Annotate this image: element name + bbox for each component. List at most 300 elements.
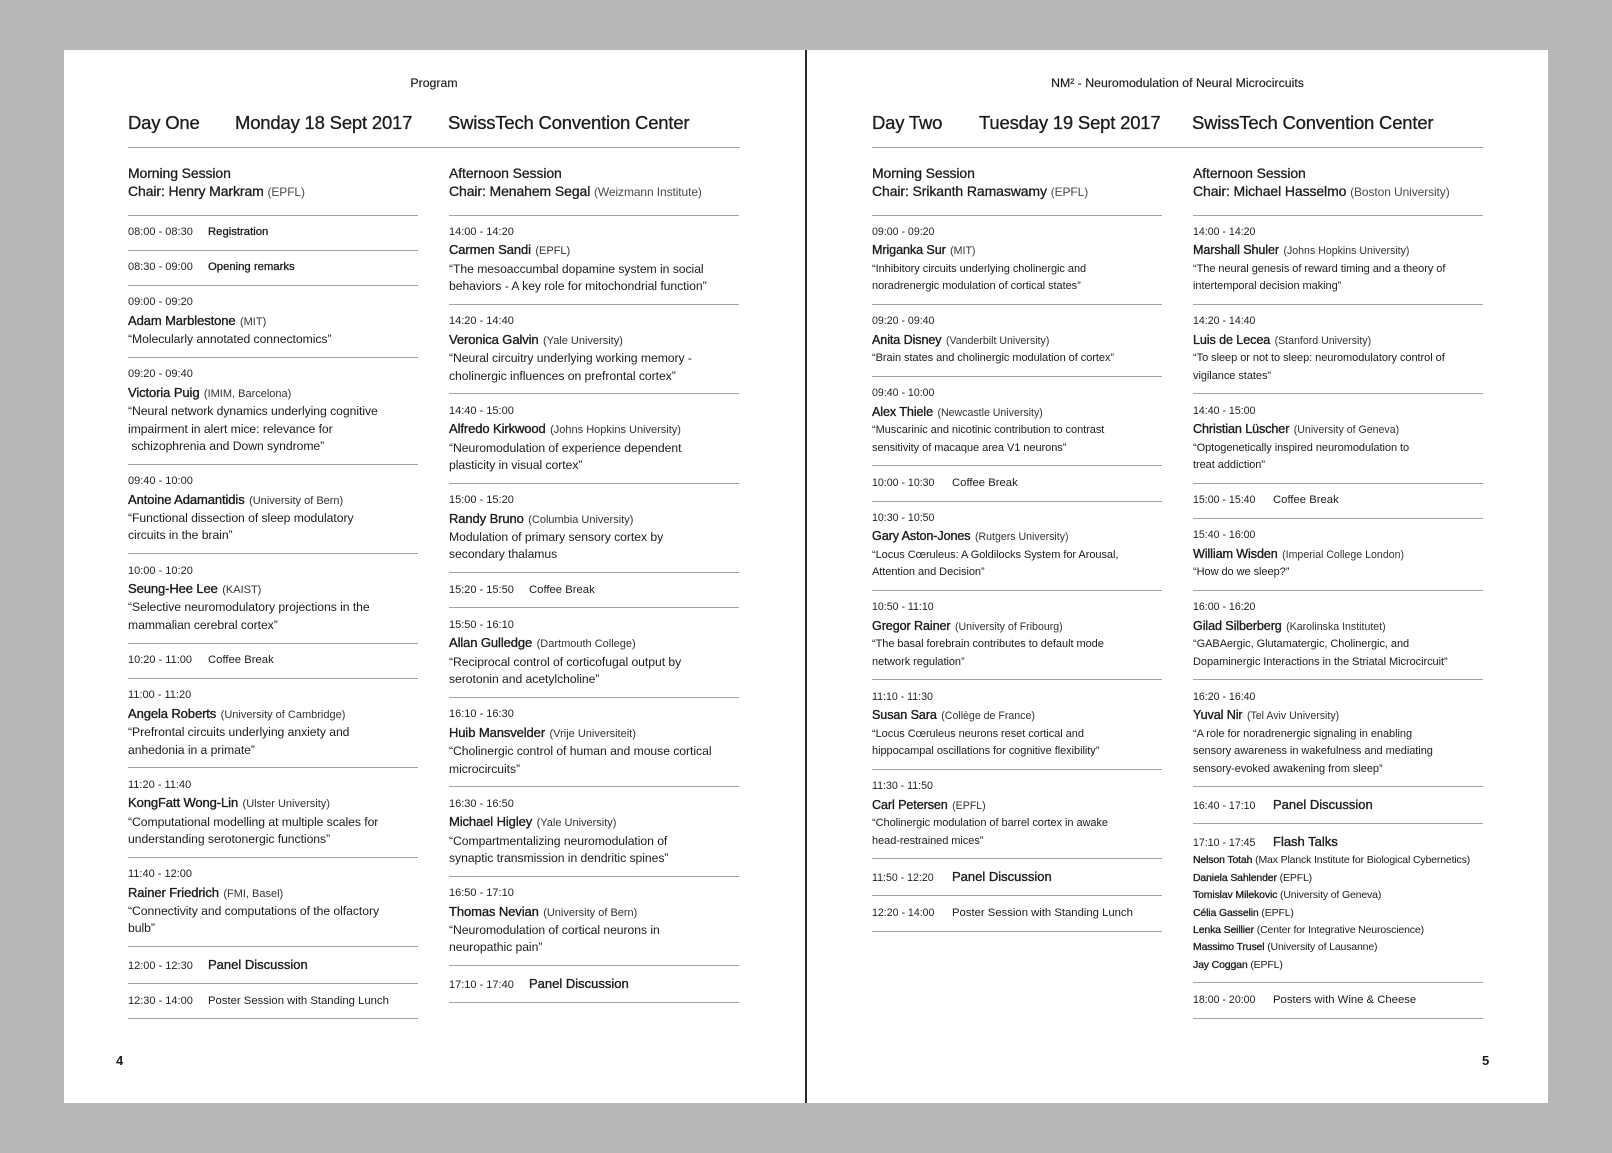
flash-speaker-name: Nelson Totah xyxy=(1193,854,1253,867)
speaker-line xyxy=(449,241,739,260)
talk-title-line: “Neural network dynamics underlying cognitive xyxy=(128,404,378,419)
talk-title-line: “Brain states and cholinergic modulation of cortex” xyxy=(872,352,1115,365)
chair-label: Chair: xyxy=(449,182,486,199)
speaker-name: Susan Sara xyxy=(872,708,937,723)
talk-title-line: “Cholinergic control of human and mouse cortical xyxy=(449,744,712,759)
talk-entry xyxy=(449,216,739,305)
session-chair xyxy=(449,182,739,201)
talk-title-line: “Locus Cœruleus: A Goldilocks System for Arousal, xyxy=(872,548,1119,561)
talk-title-line: “To sleep or not to sleep: neuromodulatory control of xyxy=(1193,352,1445,365)
talk-title-line: neuropathic pain” xyxy=(449,940,543,955)
talk-entry xyxy=(449,305,739,394)
session-columns xyxy=(872,148,1483,1019)
talk-title-line: synaptic transmission in dendritic spines” xyxy=(449,850,669,865)
time-slot: 10:00 - 10:20 xyxy=(128,564,193,577)
speaker-name: Michael Higley xyxy=(449,814,533,830)
talk-entry xyxy=(1193,305,1483,394)
time-slot: 09:20 - 09:40 xyxy=(872,315,935,328)
break-entry xyxy=(872,466,1162,501)
flash-speaker-affiliation: (EPFL) xyxy=(1261,906,1294,919)
flash-speaker-affiliation: (Max Planck Institute for Biological Cybernetics) xyxy=(1255,854,1471,867)
speaker-affiliation: (University of Bern) xyxy=(249,494,344,507)
talk-title-line: “Prefrontal circuits underlying anxiety and xyxy=(128,725,350,740)
day-venue: SwissTech Convention Center xyxy=(1192,112,1434,133)
speaker-affiliation: (Tel Aviv University) xyxy=(1246,710,1340,723)
talk-title-line: circuits in the brain” xyxy=(128,528,233,543)
time-slot: 11:00 - 11:20 xyxy=(128,689,192,702)
panel-label: Panel Discussion xyxy=(1273,796,1373,812)
talk-title-line: “Locus Cœruleus neurons reset cortical and xyxy=(872,727,1084,740)
talk-title-line: mammalian cerebral cortex” xyxy=(128,617,278,632)
talk-title-line: serotonin and acetylcholine” xyxy=(449,672,600,687)
talk-title-line: hippocampal oscillations for cognitive flexibility” xyxy=(872,745,1100,758)
time-slot: 17:10 - 17:45 xyxy=(1193,836,1256,849)
speaker-name: Allan Gulledge xyxy=(449,635,533,651)
day-label: Day Two xyxy=(872,112,943,133)
talk-entry xyxy=(449,484,739,573)
flash-speaker xyxy=(1193,939,1483,956)
talk-title-line: “Computational modelling at multiple scales for xyxy=(128,814,379,829)
talk-entry xyxy=(128,858,418,947)
talk-title-line: “Compartmentalizing neuromodulation of xyxy=(449,833,668,848)
time-slot: 11:20 - 11:40 xyxy=(128,778,192,791)
talk-title-line: behaviors - A key role for mitochondrial function” xyxy=(449,279,707,294)
chair-affiliation: (EPFL) xyxy=(1050,184,1089,199)
time-slot: 10:00 - 10:30 xyxy=(872,476,935,489)
talk-title-line: “The mesoaccumbal dopamine system in social xyxy=(449,261,704,276)
speaker-line xyxy=(449,724,739,743)
speaker-line xyxy=(872,617,1162,636)
speaker-name: Carl Petersen xyxy=(872,797,948,812)
speaker-line xyxy=(128,705,418,724)
session-header xyxy=(128,148,418,216)
activity-row xyxy=(128,224,418,241)
speaker-name: Gilad Silberberg xyxy=(1193,618,1282,633)
talk-title-line: bulb” xyxy=(128,921,155,936)
session-columns xyxy=(128,148,740,1019)
talk-title-line: “How do we sleep?” xyxy=(1193,566,1290,579)
time-slot: 16:30 - 16:50 xyxy=(449,797,514,810)
session-title: Afternoon Session xyxy=(1193,164,1306,181)
talk-entry xyxy=(872,680,1162,769)
flash-speaker-name: Lenka Seillier xyxy=(1193,923,1254,936)
session-column xyxy=(872,148,1162,1019)
flash-speaker-affiliation: (University of Lausanne) xyxy=(1267,941,1378,954)
speaker-line xyxy=(1193,617,1483,636)
talk-entry xyxy=(872,305,1162,377)
talk-entry xyxy=(872,216,1162,305)
speaker-line xyxy=(1193,545,1483,564)
break-label: Coffee Break xyxy=(529,583,595,596)
panel-entry xyxy=(449,966,739,1003)
page-right-content xyxy=(872,50,1483,1103)
chair-name: Henry Markram xyxy=(168,182,264,199)
day-date: Tuesday 19 Sept 2017 xyxy=(979,112,1161,133)
speaker-line xyxy=(1193,706,1483,725)
time-slot: 08:00 - 08:30 xyxy=(128,226,193,238)
speaker-name: Alex Thiele xyxy=(872,404,933,419)
time-slot: 11:40 - 12:00 xyxy=(128,868,193,881)
activity-row xyxy=(872,905,1162,922)
flash-speaker xyxy=(1193,870,1483,887)
speaker-line xyxy=(449,510,739,529)
speaker-line xyxy=(128,384,418,403)
talk-entry xyxy=(872,377,1162,466)
time-slot: 16:40 - 17:10 xyxy=(1193,799,1256,812)
talk-entry xyxy=(128,768,418,857)
speaker-line xyxy=(449,634,739,653)
speaker-name: Rainer Friedrich xyxy=(128,884,219,900)
day-heading xyxy=(128,111,740,135)
page-number: 4 xyxy=(116,1053,124,1068)
chair-label: Chair: xyxy=(128,182,165,199)
activity-row xyxy=(449,975,739,994)
speaker-line xyxy=(128,884,418,903)
speaker-affiliation: (MIT) xyxy=(950,245,976,258)
speaker-affiliation: (University of Bern) xyxy=(543,906,638,919)
panel-label: Panel Discussion xyxy=(529,975,629,991)
social-label: Posters with Wine & Cheese xyxy=(1273,993,1417,1006)
talk-title-line: cholinergic influences on prefrontal cortex” xyxy=(449,368,676,383)
session-header xyxy=(872,148,1162,216)
chair-name: Srikanth Ramaswamy xyxy=(912,182,1047,199)
social-label: Poster Session with Standing Lunch xyxy=(952,906,1133,919)
time-slot: 16:50 - 17:10 xyxy=(449,887,514,900)
session-title: Morning Session xyxy=(128,164,231,181)
speaker-line xyxy=(128,794,418,813)
break-entry xyxy=(128,644,418,679)
day-venue: SwissTech Convention Center xyxy=(448,112,690,133)
time-slot: 11:50 - 12:20 xyxy=(872,871,934,884)
chair-affiliation: (EPFL) xyxy=(267,184,305,199)
time-slot: 10:50 - 11:10 xyxy=(872,601,934,614)
speaker-affiliation: (EPFL) xyxy=(952,799,986,812)
flash-speaker-name: Célia Gasselin xyxy=(1193,906,1259,919)
talk-title-line: sensory awareness in wakefulness and mediating xyxy=(1193,745,1433,758)
time-slot: 17:10 - 17:40 xyxy=(449,978,514,991)
day-heading xyxy=(872,111,1483,135)
speaker-name: Luis de Lecea xyxy=(1193,332,1271,347)
time-slot: 14:40 - 15:00 xyxy=(1193,404,1256,417)
speaker-name: Christian Lüscher xyxy=(1193,422,1290,437)
speaker-affiliation: (Yale University) xyxy=(536,817,617,830)
flash-talks-label: Flash Talks xyxy=(1273,833,1338,849)
talk-title-line: impairment in alert mice: relevance for xyxy=(128,421,333,436)
time-slot: 10:20 - 11:00 xyxy=(128,654,193,667)
talk-title-line: “Neuromodulation of experience dependent xyxy=(449,440,682,455)
time-slot: 09:40 - 10:00 xyxy=(128,475,193,488)
speaker-affiliation: (Dartmouth College) xyxy=(536,638,636,651)
speaker-affiliation: (FMI, Basel) xyxy=(223,887,284,900)
time-slot: 15:00 - 15:40 xyxy=(1193,494,1256,507)
talk-title-line: head-restrained mices” xyxy=(872,834,984,847)
session-title: Morning Session xyxy=(872,164,975,181)
talk-title-line: Modulation of primary sensory cortex by xyxy=(449,530,664,545)
talk-entry xyxy=(449,394,739,483)
talk-title-line: “Reciprocal control of corticofugal output by xyxy=(449,654,682,669)
talk-title-line: “Neuromodulation of cortical neurons in xyxy=(449,922,660,937)
speaker-name: Victoria Puig xyxy=(128,384,200,400)
social-entry xyxy=(1193,983,1483,1018)
speaker-name: William Wisden xyxy=(1193,546,1278,561)
speaker-name: Yuval Nir xyxy=(1193,708,1243,723)
chair-label: Chair: xyxy=(872,182,909,199)
talk-entry xyxy=(449,698,739,787)
flash-speaker-name: Jay Coggan xyxy=(1193,958,1248,971)
panel-entry xyxy=(872,859,1162,896)
time-slot: 09:40 - 10:00 xyxy=(872,387,935,400)
day-date: Monday 18 Sept 2017 xyxy=(235,112,413,133)
speaker-name: Mriganka Sur xyxy=(872,243,946,258)
activity-row xyxy=(128,956,418,975)
time-slot: 09:00 - 09:20 xyxy=(872,226,935,238)
time-slot: 10:30 - 10:50 xyxy=(872,512,935,525)
talk-title-line: understanding serotonergic functions” xyxy=(128,831,331,846)
flash-speaker xyxy=(1193,852,1483,869)
speaker-line xyxy=(1193,331,1483,350)
speaker-affiliation: (Newcastle University) xyxy=(937,406,1043,419)
speaker-name: Alfredo Kirkwood xyxy=(449,421,546,437)
talk-title-line: anhedonia in a primate” xyxy=(128,742,255,757)
session-chair xyxy=(872,182,1162,201)
speaker-line xyxy=(128,491,418,510)
panel-label: Panel Discussion xyxy=(952,868,1052,884)
talk-title-line: “Selective neuromodulatory projections in the xyxy=(128,600,370,615)
speaker-line xyxy=(1193,420,1483,439)
time-slot: 11:10 - 11:30 xyxy=(872,690,933,703)
talk-title-line: “Neural circuitry underlying working memory - xyxy=(449,351,692,366)
time-slot: 18:00 - 20:00 xyxy=(1193,993,1256,1006)
session-chair xyxy=(128,182,418,201)
talk-title-line: “Optogenetically inspired neuromodulation to xyxy=(1193,441,1410,454)
talk-title-line: “The neural genesis of reward timing and a theory of xyxy=(1193,262,1446,275)
talk-entry xyxy=(128,358,418,465)
speaker-name: Gary Aston-Jones xyxy=(872,529,971,544)
speaker-line xyxy=(872,241,1162,260)
speaker-affiliation: (Vanderbilt University) xyxy=(945,334,1050,347)
flash-talks-header xyxy=(1193,833,1483,852)
talk-title-line: vigilance states” xyxy=(1193,369,1272,382)
speaker-affiliation: (Ulster University) xyxy=(242,798,330,811)
speaker-line xyxy=(128,312,418,331)
talk-title-line: secondary thalamus xyxy=(449,547,558,562)
time-slot: 12:30 - 14:00 xyxy=(128,994,193,1007)
speaker-affiliation: (University of Cambridge) xyxy=(220,708,346,721)
talk-entry xyxy=(128,679,418,768)
social-entry xyxy=(872,896,1162,931)
speaker-line xyxy=(449,903,739,922)
talk-title-line: noradrenergic modulation of cortical states” xyxy=(872,280,1081,293)
session-column xyxy=(128,148,418,1019)
activity-row xyxy=(449,582,739,599)
talk-title-line: sensory-evoked awakening from sleep” xyxy=(1193,762,1383,775)
time-slot: 12:00 - 12:30 xyxy=(128,959,193,972)
flash-speaker xyxy=(1193,957,1483,974)
talk-entry xyxy=(1193,216,1483,305)
admin-label: Registration xyxy=(208,226,269,238)
talk-entry xyxy=(872,591,1162,680)
activity-row xyxy=(1193,992,1483,1009)
speaker-affiliation: (University of Geneva) xyxy=(1293,424,1400,437)
flash-speaker xyxy=(1193,922,1483,939)
break-label: Coffee Break xyxy=(1273,494,1339,507)
flash-speaker-name: Daniela Sahlender xyxy=(1193,871,1277,884)
talk-title-line: treat addiction” xyxy=(1193,459,1265,472)
chair-label: Chair: xyxy=(1193,182,1230,199)
speaker-name: Carmen Sandi xyxy=(449,242,531,258)
time-slot: 09:20 - 09:40 xyxy=(128,368,193,381)
activity-row xyxy=(128,652,418,669)
talk-entry xyxy=(128,554,418,643)
talk-entry xyxy=(449,787,739,876)
speaker-name: Angela Roberts xyxy=(128,705,217,721)
talk-title-line: “A role for noradrenergic signaling in enabling xyxy=(1193,727,1413,740)
chair-name: Menahem Segal xyxy=(489,182,591,199)
panel-entry xyxy=(1193,787,1483,824)
speaker-affiliation: (Yale University) xyxy=(543,334,623,347)
page-gutter-divider xyxy=(805,50,807,1103)
speaker-affiliation: (Imperial College London) xyxy=(1282,548,1405,561)
speaker-affiliation: (Johns Hopkins University) xyxy=(1283,245,1410,258)
time-slot: 14:20 - 14:40 xyxy=(449,315,514,328)
running-header: NM² - Neuromodulation of Neural Microcircuits xyxy=(1051,76,1304,90)
talk-entry xyxy=(872,502,1162,591)
speaker-name: Huib Mansvelder xyxy=(449,724,546,740)
brochure-spread xyxy=(64,50,1548,1103)
flash-speaker-name: Tomislav Milekovic xyxy=(1193,889,1278,902)
time-slot: 14:00 - 14:20 xyxy=(1193,226,1256,238)
flash-speaker-affiliation: (Center for Integrative Neuroscience) xyxy=(1256,923,1424,936)
break-label: Coffee Break xyxy=(208,654,274,667)
speaker-line xyxy=(1193,241,1483,260)
talk-entry xyxy=(128,286,418,358)
speaker-line xyxy=(872,706,1162,725)
talk-title-line: “Inhibitory circuits underlying cholinergic and xyxy=(872,262,1087,275)
flash-speaker xyxy=(1193,887,1483,904)
activity-row xyxy=(872,868,1162,887)
speaker-name: Antoine Adamantidis xyxy=(128,491,245,507)
break-entry xyxy=(449,573,739,608)
speaker-line xyxy=(449,331,739,350)
talk-entry xyxy=(1193,591,1483,680)
speaker-affiliation: (University of Fribourg) xyxy=(954,620,1063,633)
time-slot: 15:50 - 16:10 xyxy=(449,618,514,631)
speaker-name: Adam Marblestone xyxy=(128,312,236,328)
talk-title-line: “GABAergic, Glutamatergic, Cholinergic, and xyxy=(1193,638,1410,651)
time-slot: 15:00 - 15:20 xyxy=(449,494,514,507)
page-left-content xyxy=(128,50,740,1103)
speaker-affiliation: (MIT) xyxy=(239,315,267,328)
speaker-line xyxy=(872,527,1162,546)
activity-row xyxy=(1193,492,1483,509)
speaker-name: Seung-Hee Lee xyxy=(128,581,218,597)
activity-row xyxy=(872,475,1162,492)
speaker-affiliation: (KAIST) xyxy=(222,584,262,597)
talk-entry xyxy=(1193,519,1483,591)
talk-title-line: sensitivity of macaque area V1 neurons” xyxy=(872,441,1067,454)
break-entry xyxy=(1193,484,1483,519)
social-label: Poster Session with Standing Lunch xyxy=(208,994,389,1007)
speaker-name: Randy Bruno xyxy=(449,510,524,526)
flash-speaker-affiliation: (EPFL) xyxy=(1250,958,1283,971)
talk-title-line: schizophrenia and Down syndrome” xyxy=(128,439,325,454)
speaker-line xyxy=(872,796,1162,815)
talk-title-line: “The basal forebrain contributes to default mode xyxy=(872,638,1104,651)
talk-title-line: intertemporal decision making” xyxy=(1193,280,1342,293)
flash-speaker-name: Massimo Trusel xyxy=(1193,941,1265,954)
flash-talks-entry xyxy=(1193,824,1483,983)
speaker-affiliation: (Collège de France) xyxy=(941,710,1035,723)
time-slot: 08:30 - 09:00 xyxy=(128,261,193,274)
time-slot: 16:00 - 16:20 xyxy=(1193,601,1256,614)
time-slot: 14:20 - 14:40 xyxy=(1193,315,1256,328)
admin-label: Opening remarks xyxy=(208,261,295,274)
talk-entry xyxy=(872,770,1162,859)
session-header xyxy=(1193,148,1483,216)
panel-entry xyxy=(128,947,418,984)
chair-affiliation: (Weizmann Institute) xyxy=(594,184,702,199)
session-title: Afternoon Session xyxy=(449,164,562,181)
activity-row xyxy=(128,993,418,1010)
time-slot: 15:20 - 15:50 xyxy=(449,583,514,596)
time-slot: 12:20 - 14:00 xyxy=(872,906,935,919)
speaker-line xyxy=(128,580,418,599)
talk-title-line: Attention and Decision” xyxy=(872,566,985,579)
talk-title-line: “Muscarinic and nicotinic contribution to contrast xyxy=(872,424,1105,437)
admin-entry xyxy=(128,251,418,286)
talk-entry xyxy=(1193,394,1483,483)
time-slot: 14:00 - 14:20 xyxy=(449,226,514,238)
social-entry xyxy=(128,984,418,1019)
talk-entry xyxy=(449,608,739,697)
time-slot: 14:40 - 15:00 xyxy=(449,404,514,417)
break-label: Coffee Break xyxy=(952,476,1018,489)
flash-speaker xyxy=(1193,905,1483,922)
speaker-affiliation: (Johns Hopkins University) xyxy=(550,424,681,437)
talk-title-line: “Cholinergic modulation of barrel cortex in awake xyxy=(872,817,1109,830)
page-number: 5 xyxy=(1482,1053,1490,1068)
flash-speaker-affiliation: (University of Geneva) xyxy=(1280,889,1382,902)
time-slot: 15:40 - 16:00 xyxy=(1193,529,1256,542)
session-column xyxy=(449,148,739,1019)
day-label: Day One xyxy=(128,112,200,133)
speaker-line xyxy=(872,403,1162,422)
talk-title-line: “Functional dissection of sleep modulatory xyxy=(128,511,354,526)
session-header xyxy=(449,148,739,216)
talk-title-line: microcircuits” xyxy=(449,761,521,776)
admin-entry xyxy=(128,216,418,251)
time-slot: 16:10 - 16:30 xyxy=(449,708,514,721)
speaker-affiliation: (Rutgers University) xyxy=(974,531,1069,544)
speaker-line xyxy=(449,420,739,439)
session-column xyxy=(1193,148,1483,1019)
speaker-name: Veronica Galvin xyxy=(449,331,539,347)
speaker-affiliation: (Columbia University) xyxy=(528,513,634,526)
talk-title-line: “Molecularly annotated connectomics” xyxy=(128,332,332,347)
time-slot: 09:00 - 09:20 xyxy=(128,296,193,309)
talk-title-line: “Connectivity and computations of the olfactory xyxy=(128,903,380,918)
speaker-name: KongFatt Wong-Lin xyxy=(128,795,239,811)
speaker-name: Anita Disney xyxy=(872,332,942,347)
talk-title-line: network regulation” xyxy=(872,655,965,668)
talk-entry xyxy=(449,877,739,966)
talk-title-line: Dopaminergic Interactions in the Striatal Microcircuit” xyxy=(1193,655,1448,668)
activity-row xyxy=(1193,796,1483,815)
speaker-affiliation: (Vrije Universiteit) xyxy=(549,727,636,740)
talk-title-line: plasticity in visual cortex” xyxy=(449,458,583,473)
speaker-affiliation: (Karolinska Institutet) xyxy=(1286,620,1386,633)
panel-label: Panel Discussion xyxy=(208,956,308,972)
